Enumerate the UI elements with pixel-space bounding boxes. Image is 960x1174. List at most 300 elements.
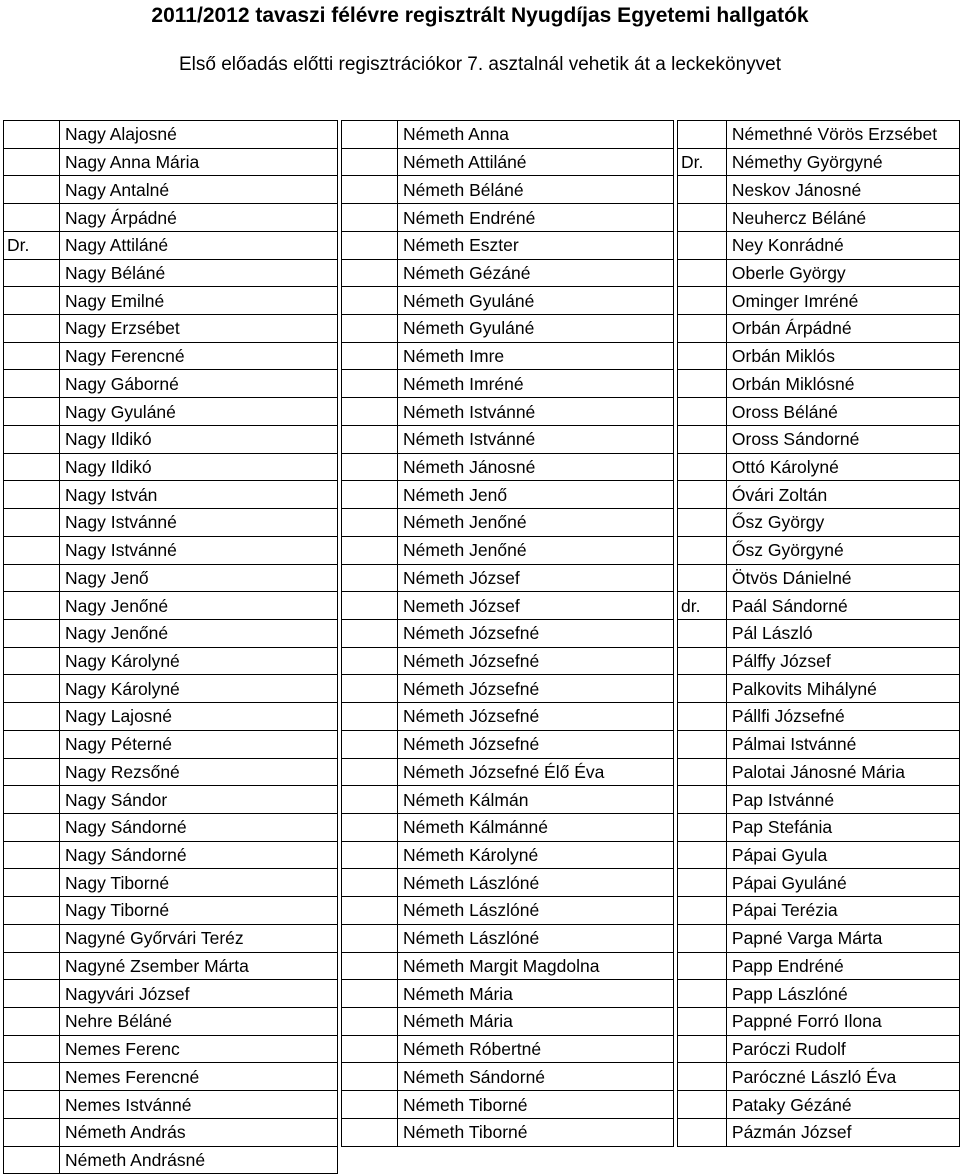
student-name-cell: Ősz Györgyné xyxy=(726,536,959,564)
table-row xyxy=(4,1118,338,1146)
title-prefix-cell xyxy=(342,287,398,315)
student-name-cell: Némethné Vörös Erzsébet xyxy=(726,121,959,149)
table-row xyxy=(678,204,960,232)
title-prefix-cell xyxy=(4,675,60,703)
student-name-cell: Pápai Gyula xyxy=(726,841,959,869)
table-row xyxy=(4,204,338,232)
table-row xyxy=(342,869,674,897)
title-prefix-cell xyxy=(678,315,727,343)
table-row xyxy=(4,675,338,703)
table-row xyxy=(4,121,338,149)
table-row xyxy=(4,1063,338,1091)
table-row xyxy=(342,1035,674,1063)
student-name-cell: Németh Tiborné xyxy=(398,1091,674,1119)
table-row xyxy=(4,1091,338,1119)
table-row xyxy=(678,536,960,564)
title-prefix-cell xyxy=(4,897,60,925)
student-name-cell: Németh Kálmánné xyxy=(398,813,674,841)
title-prefix-cell xyxy=(4,481,60,509)
table-row xyxy=(342,342,674,370)
title-prefix-cell xyxy=(678,869,727,897)
title-prefix-cell xyxy=(4,813,60,841)
table-row xyxy=(342,952,674,980)
table-row xyxy=(4,980,338,1008)
student-name-cell: Németh Józsefné xyxy=(398,703,674,731)
table-row xyxy=(342,1063,674,1091)
title-prefix-cell: Dr. xyxy=(4,231,60,259)
title-prefix-cell xyxy=(678,536,727,564)
student-name-cell: Németh Imréné xyxy=(398,370,674,398)
table-row xyxy=(678,813,960,841)
title-prefix-cell xyxy=(678,176,727,204)
student-name-cell: Németh Józsefné Élő Éva xyxy=(398,758,674,786)
title-prefix-cell xyxy=(678,231,727,259)
table-row xyxy=(4,592,338,620)
table-row xyxy=(678,564,960,592)
title-prefix-cell xyxy=(342,897,398,925)
student-name-cell: Németh Istvánné xyxy=(398,398,674,426)
student-name-cell: Pázmán József xyxy=(726,1118,959,1146)
title-prefix-cell xyxy=(4,176,60,204)
table-row xyxy=(4,315,338,343)
table-row xyxy=(678,1035,960,1063)
student-name-cell: Németh Tiborné xyxy=(398,1118,674,1146)
title-prefix-cell xyxy=(4,148,60,176)
student-name-cell: Nagy Ferencné xyxy=(60,342,338,370)
table-row xyxy=(4,647,338,675)
table-row xyxy=(678,453,960,481)
table-row xyxy=(678,647,960,675)
table-row xyxy=(342,121,674,149)
title-prefix-cell xyxy=(4,592,60,620)
table-row xyxy=(4,176,338,204)
title-prefix-cell xyxy=(342,370,398,398)
title-prefix-cell xyxy=(4,730,60,758)
title-prefix-cell xyxy=(342,453,398,481)
title-prefix-cell xyxy=(4,398,60,426)
student-name-cell: Neskov Jánosné xyxy=(726,176,959,204)
table-row xyxy=(678,148,960,176)
table-row xyxy=(678,287,960,315)
title-prefix-cell xyxy=(4,980,60,1008)
title-prefix-cell xyxy=(4,1008,60,1036)
student-name-cell: Németh Imre xyxy=(398,342,674,370)
table-row xyxy=(4,952,338,980)
student-name-cell: Nemeth József xyxy=(398,592,674,620)
title-prefix-cell xyxy=(342,564,398,592)
table-row xyxy=(342,481,674,509)
student-name-cell: Nagy Péterné xyxy=(60,730,338,758)
table-row xyxy=(678,1091,960,1119)
student-name-cell: Pálmai Istvánné xyxy=(726,730,959,758)
table-row xyxy=(342,730,674,758)
table-row xyxy=(342,619,674,647)
table-row xyxy=(342,1008,674,1036)
table-row xyxy=(342,703,674,731)
title-prefix-cell xyxy=(678,675,727,703)
student-list-column-2 xyxy=(341,120,674,1147)
title-prefix-cell xyxy=(342,315,398,343)
table-row xyxy=(678,869,960,897)
student-name-cell: Pap Stefánia xyxy=(726,813,959,841)
table-row xyxy=(678,509,960,537)
title-prefix-cell xyxy=(342,952,398,980)
student-name-cell: Nagy Károlyné xyxy=(60,647,338,675)
table-row xyxy=(678,370,960,398)
table-row xyxy=(678,1118,960,1146)
page-subtitle: Első előadás előtti regisztrációkor 7. asztalnál vehetik át a leckekönyvet xyxy=(179,54,781,75)
student-name-cell: Németh Jenő xyxy=(398,481,674,509)
page-title: 2011/2012 tavaszi félévre regisztrált Nyugdíjas Egyetemi hallgatók xyxy=(151,4,809,27)
student-name-cell: Németh Attiláné xyxy=(398,148,674,176)
table-row xyxy=(342,897,674,925)
title-prefix-cell xyxy=(342,342,398,370)
student-name-cell: Nagy Emilné xyxy=(60,287,338,315)
title-prefix-cell xyxy=(4,259,60,287)
title-prefix-cell xyxy=(4,841,60,869)
student-name-cell: Orbán Miklós xyxy=(726,342,959,370)
student-name-cell: Nagy Sándor xyxy=(60,786,338,814)
title-prefix-cell xyxy=(4,287,60,315)
student-name-cell: Nagy Sándorné xyxy=(60,813,338,841)
table-row xyxy=(678,231,960,259)
title-prefix-cell xyxy=(4,619,60,647)
title-prefix-cell xyxy=(678,897,727,925)
title-prefix-cell xyxy=(342,675,398,703)
title-prefix-cell xyxy=(678,342,727,370)
student-name-cell: Németh Kálmán xyxy=(398,786,674,814)
table-row xyxy=(342,1118,674,1146)
table-row xyxy=(678,1063,960,1091)
table-row xyxy=(4,758,338,786)
title-prefix-cell xyxy=(678,813,727,841)
title-prefix-cell xyxy=(342,231,398,259)
student-name-cell: Nagy Árpádné xyxy=(60,204,338,232)
student-name-cell: Orbán Árpádné xyxy=(726,315,959,343)
table-row xyxy=(342,675,674,703)
title-prefix-cell: Dr. xyxy=(678,148,727,176)
student-list-column-3 xyxy=(677,120,960,1147)
title-prefix-cell xyxy=(4,342,60,370)
student-name-cell: Nagy Gáborné xyxy=(60,370,338,398)
student-name-cell: Németh József xyxy=(398,564,674,592)
table-row xyxy=(342,204,674,232)
title-prefix-cell xyxy=(4,1118,60,1146)
student-name-cell: Nagy Anna Mária xyxy=(60,148,338,176)
table-row xyxy=(4,453,338,481)
title-prefix-cell xyxy=(4,786,60,814)
student-name-cell: Nagy Ildikó xyxy=(60,453,338,481)
student-name-cell: Németh Józsefné xyxy=(398,675,674,703)
table-row xyxy=(678,924,960,952)
table-row xyxy=(678,176,960,204)
student-name-cell: Nagy Antalné xyxy=(60,176,338,204)
student-name-cell: Nagy Jenőné xyxy=(60,619,338,647)
student-name-cell: Németh Gyuláné xyxy=(398,287,674,315)
title-prefix-cell xyxy=(678,1008,727,1036)
student-name-cell: Nagy Jenő xyxy=(60,564,338,592)
table-row xyxy=(4,287,338,315)
table-row xyxy=(342,425,674,453)
student-name-cell: Nagy Attiláné xyxy=(60,231,338,259)
table-row xyxy=(678,730,960,758)
student-name-cell: Pálffy József xyxy=(726,647,959,675)
student-name-cell: Oross Sándorné xyxy=(726,425,959,453)
student-name-cell: Paál Sándorné xyxy=(726,592,959,620)
title-prefix-cell xyxy=(342,398,398,426)
table-row xyxy=(342,536,674,564)
table-row xyxy=(678,786,960,814)
title-prefix-cell xyxy=(678,481,727,509)
table-row xyxy=(4,536,338,564)
student-name-cell: Németh Istvánné xyxy=(398,425,674,453)
table-row xyxy=(342,315,674,343)
table-row xyxy=(342,786,674,814)
student-name-cell: Pál László xyxy=(726,619,959,647)
student-name-cell: Németh Károlyné xyxy=(398,841,674,869)
table-row xyxy=(678,259,960,287)
table-row xyxy=(678,675,960,703)
title-prefix-cell xyxy=(4,869,60,897)
student-name-cell: Nemes Ferenc xyxy=(60,1035,338,1063)
student-name-cell: Nagyné Győrvári Teréz xyxy=(60,924,338,952)
title-prefix-cell xyxy=(678,730,727,758)
student-name-cell: Pápai Gyuláné xyxy=(726,869,959,897)
student-name-cell: Németh Mária xyxy=(398,980,674,1008)
title-prefix-cell xyxy=(4,509,60,537)
title-prefix-cell xyxy=(678,398,727,426)
student-name-cell: Németh Endréné xyxy=(398,204,674,232)
title-prefix-cell xyxy=(4,758,60,786)
title-prefix-cell xyxy=(4,536,60,564)
student-name-cell: Óvári Zoltán xyxy=(726,481,959,509)
table-row xyxy=(4,924,338,952)
student-name-cell: Németh Anna xyxy=(398,121,674,149)
title-prefix-cell xyxy=(4,703,60,731)
title-prefix-cell xyxy=(342,592,398,620)
table-row xyxy=(342,564,674,592)
table-row xyxy=(342,176,674,204)
table-row xyxy=(4,398,338,426)
table-row xyxy=(342,758,674,786)
student-name-cell: Palkovits Mihályné xyxy=(726,675,959,703)
table-row xyxy=(4,259,338,287)
table-row xyxy=(4,786,338,814)
student-name-cell: Ottó Károlyné xyxy=(726,453,959,481)
title-prefix-cell xyxy=(4,647,60,675)
title-prefix-cell xyxy=(4,924,60,952)
student-name-cell: Nagy Jenőné xyxy=(60,592,338,620)
student-name-cell: Nemes Istvánné xyxy=(60,1091,338,1119)
title-prefix-cell xyxy=(678,841,727,869)
title-prefix-cell xyxy=(4,204,60,232)
student-name-cell: Palotai Jánosné Mária xyxy=(726,758,959,786)
title-prefix-cell: dr. xyxy=(678,592,727,620)
student-name-cell: Pap Istvánné xyxy=(726,786,959,814)
title-prefix-cell xyxy=(678,647,727,675)
student-name-cell: Nagy Tiborné xyxy=(60,897,338,925)
table-row xyxy=(4,1008,338,1036)
table-row xyxy=(342,259,674,287)
student-name-cell: Ominger Imréné xyxy=(726,287,959,315)
student-name-cell: Papné Varga Márta xyxy=(726,924,959,952)
title-prefix-cell xyxy=(4,952,60,980)
title-prefix-cell xyxy=(4,1063,60,1091)
table-row xyxy=(342,647,674,675)
student-name-cell: Németh Gézáné xyxy=(398,259,674,287)
title-prefix-cell xyxy=(678,980,727,1008)
title-prefix-cell xyxy=(678,758,727,786)
title-prefix-cell xyxy=(678,204,727,232)
student-name-cell: Nagy Károlyné xyxy=(60,675,338,703)
table-row xyxy=(678,592,960,620)
title-prefix-cell xyxy=(342,121,398,149)
student-name-cell: Orbán Miklósné xyxy=(726,370,959,398)
table-row xyxy=(678,758,960,786)
title-prefix-cell xyxy=(342,813,398,841)
title-prefix-cell xyxy=(342,509,398,537)
table-row xyxy=(678,841,960,869)
title-prefix-cell xyxy=(678,370,727,398)
student-name-cell: Németh Mária xyxy=(398,1008,674,1036)
table-row xyxy=(4,231,338,259)
table-row xyxy=(342,509,674,537)
table-row xyxy=(342,924,674,952)
student-name-cell: Németh Lászlóné xyxy=(398,897,674,925)
table-row xyxy=(342,231,674,259)
student-name-cell: Pappné Forró Ilona xyxy=(726,1008,959,1036)
student-name-cell: Nagy Gyuláné xyxy=(60,398,338,426)
title-prefix-cell xyxy=(342,758,398,786)
title-prefix-cell xyxy=(4,1035,60,1063)
title-prefix-cell xyxy=(678,453,727,481)
student-name-cell: Pataky Gézáné xyxy=(726,1091,959,1119)
table-row xyxy=(678,980,960,1008)
student-name-cell: Nagyné Zsember Márta xyxy=(60,952,338,980)
student-name-cell: Németh Gyuláné xyxy=(398,315,674,343)
title-prefix-cell xyxy=(342,619,398,647)
student-name-cell: Németh Sándorné xyxy=(398,1063,674,1091)
table-row xyxy=(4,813,338,841)
title-prefix-cell xyxy=(4,370,60,398)
table-row xyxy=(342,592,674,620)
table-row xyxy=(342,148,674,176)
title-prefix-cell xyxy=(342,1063,398,1091)
title-prefix-cell xyxy=(342,647,398,675)
title-prefix-cell xyxy=(342,1091,398,1119)
title-prefix-cell xyxy=(678,786,727,814)
table-row xyxy=(4,148,338,176)
student-name-cell: Németh Róbertné xyxy=(398,1035,674,1063)
student-name-cell: Nagy Sándorné xyxy=(60,841,338,869)
title-prefix-cell xyxy=(678,1091,727,1119)
table-row xyxy=(4,564,338,592)
title-prefix-cell xyxy=(342,1035,398,1063)
title-prefix-cell xyxy=(342,1118,398,1146)
table-row xyxy=(342,980,674,1008)
table-row xyxy=(678,619,960,647)
title-prefix-cell xyxy=(4,425,60,453)
student-name-cell: Németh Józsefné xyxy=(398,619,674,647)
student-name-cell: Németh Józsefné xyxy=(398,730,674,758)
title-prefix-cell xyxy=(678,1063,727,1091)
table-row xyxy=(4,841,338,869)
table-row xyxy=(678,703,960,731)
title-prefix-cell xyxy=(678,703,727,731)
table-row xyxy=(342,813,674,841)
student-name-cell: Neuhercz Béláné xyxy=(726,204,959,232)
student-name-cell: Nagy Ildikó xyxy=(60,425,338,453)
title-prefix-cell xyxy=(678,287,727,315)
table-row xyxy=(4,425,338,453)
student-name-cell: Nagy Lajosné xyxy=(60,703,338,731)
student-name-cell: Oross Béláné xyxy=(726,398,959,426)
title-prefix-cell xyxy=(678,564,727,592)
student-name-cell: Papp Lászlóné xyxy=(726,980,959,1008)
title-prefix-cell xyxy=(4,1146,60,1174)
table-row xyxy=(678,315,960,343)
title-prefix-cell xyxy=(342,481,398,509)
student-name-cell: Németh Jenőné xyxy=(398,509,674,537)
student-name-cell: Paróczné László Éva xyxy=(726,1063,959,1091)
title-prefix-cell xyxy=(342,841,398,869)
title-prefix-cell xyxy=(342,148,398,176)
student-name-cell: Ötvös Dánielné xyxy=(726,564,959,592)
title-prefix-cell xyxy=(342,204,398,232)
table-row xyxy=(342,453,674,481)
title-prefix-cell xyxy=(342,425,398,453)
title-prefix-cell xyxy=(342,924,398,952)
table-row xyxy=(4,897,338,925)
student-name-cell: Nehre Béláné xyxy=(60,1008,338,1036)
student-name-cell: Pápai Terézia xyxy=(726,897,959,925)
table-row xyxy=(4,619,338,647)
table-row xyxy=(4,481,338,509)
student-name-cell: Németh Lászlóné xyxy=(398,869,674,897)
title-prefix-cell xyxy=(678,1035,727,1063)
title-prefix-cell xyxy=(4,121,60,149)
table-row xyxy=(4,703,338,731)
table-row xyxy=(4,869,338,897)
title-prefix-cell xyxy=(678,952,727,980)
student-name-cell: Paróczi Rudolf xyxy=(726,1035,959,1063)
student-name-cell: Nagy István xyxy=(60,481,338,509)
table-row xyxy=(678,952,960,980)
title-prefix-cell xyxy=(342,259,398,287)
student-name-cell: Oberle György xyxy=(726,259,959,287)
student-name-cell: Nagy Tiborné xyxy=(60,869,338,897)
title-prefix-cell xyxy=(4,564,60,592)
table-row xyxy=(4,370,338,398)
student-list-column-1 xyxy=(3,120,338,1174)
table-row xyxy=(342,370,674,398)
table-row xyxy=(342,1091,674,1119)
title-prefix-cell xyxy=(678,259,727,287)
table-row xyxy=(678,897,960,925)
table-row xyxy=(342,841,674,869)
table-row xyxy=(4,1035,338,1063)
table-row xyxy=(678,398,960,426)
student-name-cell: Papp Endréné xyxy=(726,952,959,980)
student-name-cell: Nemes Ferencné xyxy=(60,1063,338,1091)
title-prefix-cell xyxy=(678,121,727,149)
student-name-cell: Németh András xyxy=(60,1118,338,1146)
title-prefix-cell xyxy=(342,1008,398,1036)
student-name-cell: Németh Jánosné xyxy=(398,453,674,481)
table-row xyxy=(678,1008,960,1036)
student-name-cell: Németh Józsefné xyxy=(398,647,674,675)
student-name-cell: Ney Konrádné xyxy=(726,231,959,259)
